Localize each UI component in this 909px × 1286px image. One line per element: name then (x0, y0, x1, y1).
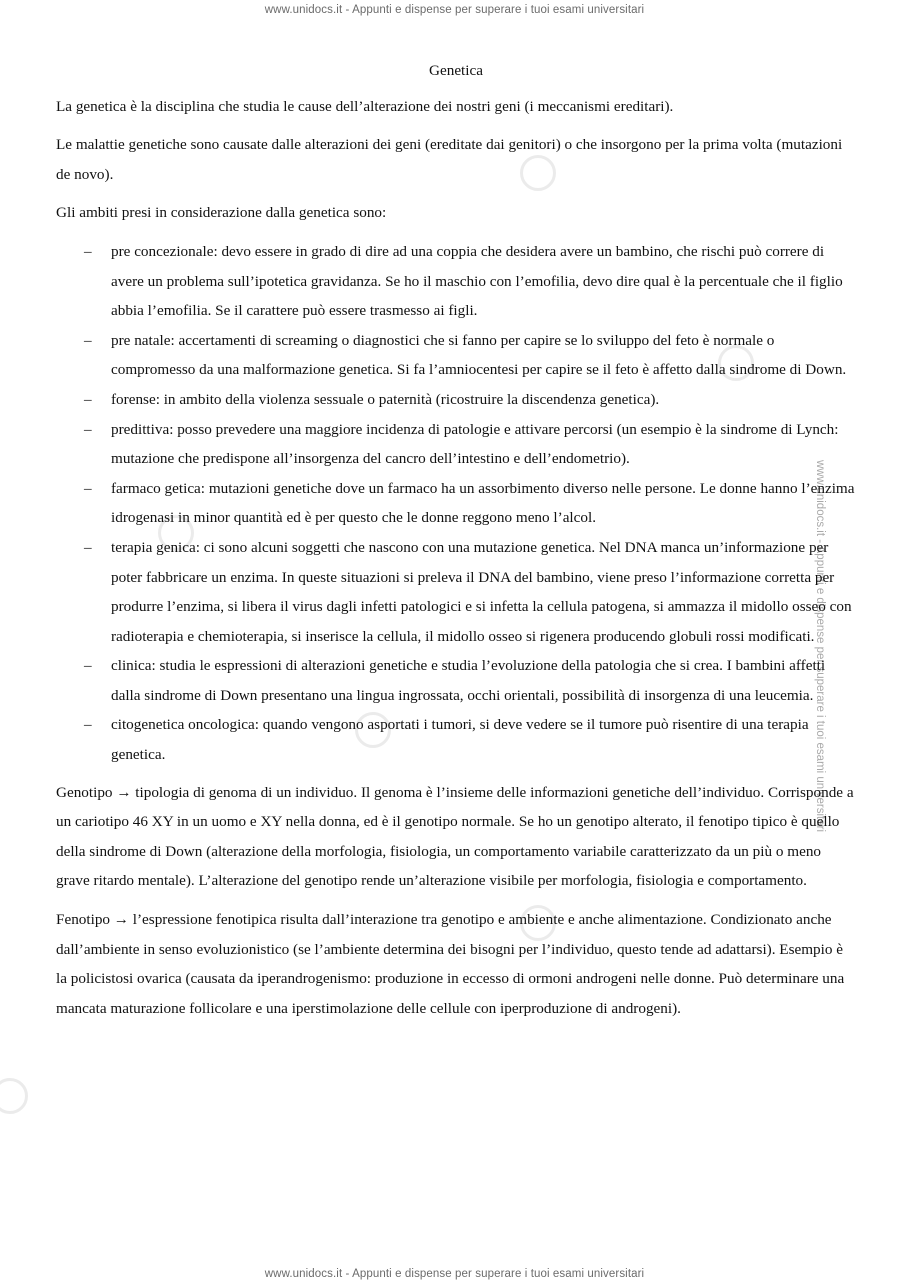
watermark-header: www.unidocs.it - Appunti e dispense per superare i tuoi esami universitari (264, 4, 645, 16)
list-item-text: predittiva: posso prevedere una maggiore incidenza di patologie e attivare percorsi (un esempio è la sindrome di Lynch: mutazione che predispone all’insorgenza del cancro dell’intestino e dell’endometrio). (111, 420, 839, 468)
bullet-marker: – (84, 657, 92, 675)
bullet-marker: – (84, 390, 92, 408)
list-item (56, 385, 856, 415)
bullet-marker: – (84, 331, 92, 349)
list-item (56, 415, 856, 474)
intro-paragraph: Gli ambiti presi in considerazione dalla genetica sono: (56, 204, 387, 222)
list-item (56, 474, 856, 533)
list-item (56, 237, 856, 326)
intro-paragraph: La genetica è la disciplina che studia le cause dell’alterazione dei nostri geni (i meccanismi ereditari). (56, 97, 674, 115)
genotipo-paragraph: Genotipo → tipologia di genoma di un individuo. Il genoma è l’insieme delle informazioni genetiche dell’individuo. Corrisponde a un cariotipo 46 XY in un uomo e XY nella donna, ed è il genotipo normale. Se ho un genotipo alterato, il fenotipo tipico è quello della sindrome di Down (alterazione della morfologia, fisiologia, un comportamento variabile caratterizzato da un più o meno grave ritardo mentale). L’alterazione del genotipo rende un’alterazione visibile per morfologia, fisiologia e comportamento. (56, 783, 854, 890)
list-item-text: forense: in ambito della violenza sessuale o paternità (ricostruire la discendenza genetica). (111, 390, 660, 408)
list-item (56, 710, 856, 769)
document-body (56, 56, 856, 1032)
document-title: Genetica (429, 62, 483, 79)
bullet-marker: – (84, 242, 92, 260)
watermark-right: www.unidocs.it - Appunti e dispense per superare i tuoi esami universitari (814, 459, 827, 833)
list-item (56, 326, 856, 385)
watermark-logo-icon (0, 1078, 28, 1114)
list-item-text: pre concezionale: devo essere in grado di dire ad una coppia che desidera avere un bambino, che rischi può correre di avere un problema sull’ipotetica gravidanza. Se ho il maschio con l’emofilia, devo dire qual è la percentuale che il figlio abbia l’emofilia. Se il carattere può essere trasmesso ai figli. (111, 242, 843, 320)
bullet-marker: – (84, 479, 92, 497)
list-item-text: citogenetica oncologica: quando vengono asportati i tumori, si deve vedere se il tumore può risentire di una terapia genetica. (111, 716, 809, 764)
watermark-footer: www.unidocs.it - Appunti e dispense per superare i tuoi esami universitari (264, 1268, 645, 1280)
list-item-text: clinica: studia le espressioni di alterazioni genetiche e studia l’evoluzione della patologia che si crea. I bambini affetti dalla sindrome di Down presentano una lingua ingrossata, occhi orientali, possibilità di insorgenza di una leucemia. (111, 657, 826, 704)
bullet-marker: – (84, 716, 92, 734)
list-item (56, 533, 856, 651)
bullet-marker: – (84, 420, 92, 438)
fenotipo-paragraph: Fenotipo → l’espressione fenotipica risulta dall’interazione tra genotipo e ambiente e anche alimentazione. Condizionato anche dall’ambiente in senso evoluzionistico (se l’ambiente determina dei bisogni per l’individuo, questo tende ad adattarsi). Esempio è la policistosi ovarica (causata da iperandrogenismo: produzione in eccesso di ormoni androgeni nelle donne. Può determinare una mancata maturazione follicolare e una iperstimolazione delle cellule con iperproduzione di androgeni). (56, 911, 845, 1017)
list-item-text: farmaco getica: mutazioni genetiche dove un farmaco ha un assorbimento diverso nelle persone. Le donne hanno l’enzima idrogenasi in minor quantità ed è per questo che le donne reggono meno l’alcol. (111, 479, 855, 527)
intro-paragraph: Le malattie genetiche sono causate dalle alterazioni dei geni (ereditate dai genitori) o che insorgono per la prima volta (mutazioni de novo). (56, 136, 843, 183)
list-item (56, 651, 856, 710)
ambiti-list (56, 237, 856, 770)
bullet-marker: – (84, 538, 92, 556)
list-item-text: terapia genica: ci sono alcuni soggetti che nascono con una mutazione genetica. Nel DNA manca un’informazione per poter fabbricare un enzima. In queste situazioni si preleva il DNA del bambino, viene preso l’informazione corretta per produrre l’enzima, si libera il virus dagli infetti patologici e si infetta la cellula patogena, si ammazza il midollo osseo con radioterapia e chemioterapia, si inserisce la cellula, il midollo osseo si rigenera producendo globuli rossi modificati. (111, 538, 852, 645)
list-item-text: pre natale: accertamenti di screaming o diagnostici che si fanno per capire se lo sviluppo del feto è normale o compromesso da una malformazione genetica. Si fa l’amniocentesi per capire se il feto è affetto dalla sindrome di Down. (111, 331, 847, 379)
